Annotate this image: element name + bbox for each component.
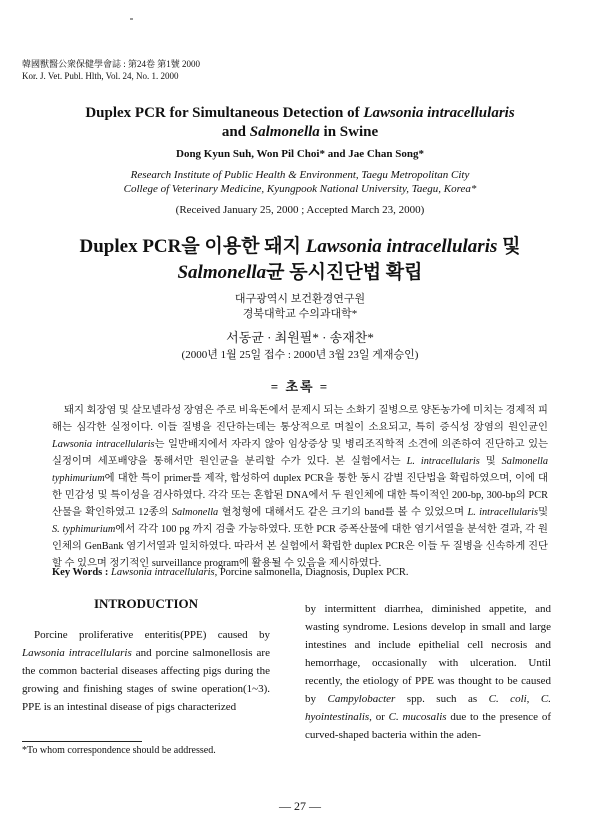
korean-affiliation: 대구광역시 보건환경연구원 경북대학교 수의과대학*: [234, 293, 366, 320]
affiliation: Research Institute of Public Health & Environment, Taegu Metropolitan City College of Veterinary Medicine, Kyungpook National University, Taegu, Korea*: [123, 169, 477, 195]
keywords: Key Words : Lawsonia intracellularis, Porcine salmonella, Diagnosis, Duplex PCR.: [52, 567, 409, 578]
journal-header: [22, 58, 200, 82]
authors: Dong Kyun Suh, Won Pil Choi* and Jae Chan Song*: [176, 148, 424, 160]
page-number: — 27 —: [279, 799, 321, 813]
received-dates: (Received January 25, 2000 ; Accepted March 23, 2000): [175, 204, 425, 216]
correspondence-footnote: *To whom correspondence should be addressed.: [22, 745, 216, 756]
introduction-left-column: Porcine proliferative enteritis(PPE) caused by Lawsonia intracellularis and porcine salmonellosis are the common bacterial diseases affecting pigs during the growing and finishing stages of swine operation(1~3). PPE is an intestinal disease of pigs characterized: [22, 629, 270, 713]
journal-header-korean: 韓國獸醫公衆保健學會誌 : 第24卷 第1號 2000: [22, 59, 201, 69]
introduction-right-column: by intermittent diarrhea, diminished appetite, and wasting syndrome. Lesions develop in small and large intestines and include epithelial cell necrosis and hemorrhage, occasionally with ulceration. Until recently, the etiology of PPE was thought to be caused by Campylobacter spp. such as C. coli, C. hyointestinalis, or C. mucosalis due to the presence of curved-shaped bacteria within the aden-: [305, 603, 551, 741]
introduction-heading: INTRODUCTION: [93, 596, 198, 611]
paper-title: Duplex PCR for Simultaneous Detection of Lawsonia intracellularis and Salmonella in Swine: [85, 105, 515, 140]
journal-header-english: Kor. J. Vet. Publ. Hlth, Vol. 24, No. 1. 2000: [22, 71, 179, 81]
korean-authors: 서동균 · 최원필* · 송재찬*: [226, 330, 374, 345]
footnote-rule: [22, 741, 142, 742]
abstract-heading: = 초록 =: [270, 379, 330, 394]
korean-dates: (2000년 1월 25일 접수 : 2000년 3월 23일 게재승인): [181, 349, 419, 361]
korean-title: Duplex PCR을 이용한 돼지 Lawsonia intracellularis 및 Salmonella균 동시진단법 확립: [79, 236, 521, 283]
abstract-text: 돼지 회장염 및 살모넬라성 장염은 주로 비육돈에서 문제시 되는 소화기 질병으로 양돈농가에 미치는 경제적 피해는 심각한 실정이다. 이들 질병을 진단하는데는 통상적으로 며칠이 소요되고, 특히 증식성 장염의 원인균인 Lawsonia intracellularis는 일반배지에서 자라지 않아 임상증상 및 병리조직학적 소견에 의존하여 진단하고 있는 실정이며 세포배양을 통해서만 원인균을 분리할 수가 있다. 본 실험에서는 L. intracellularis 및 Salmonella typhimurium에 대한 특이 primer를 제작, 합성하여 duplex PCR을 통한 동시 감별 진단법을 확립하였으며, 이에 대한 민감성 및 특이성을 검사하였다. 각각 또는 혼합된 DNA에서 두 원인체에 대한 특이적인 200-bp, 300-bp의 PCR 산물을 확인하였고 12종의 Salmonella 혈청형에 대해서도 같은 크기의 band를 볼 수 있었으며 L. intracellularis및 S. typhimurium에서 각각 100 pg 까지 검출 가능하였다. 또한 PCR 증폭산물에 대한 염기서열을 분석한 결과, 각 원인체의 GenBank 염기서열과 일치하였다. 따라서 본 실험에서 확립한 duplex PCR은 이들 두 질병을 신속하게 진단할 수 있으며 정기적인 surveillance program에 활용될 수 있음을 제시하였다.: [52, 405, 549, 569]
scan-speck: [130, 18, 133, 20]
